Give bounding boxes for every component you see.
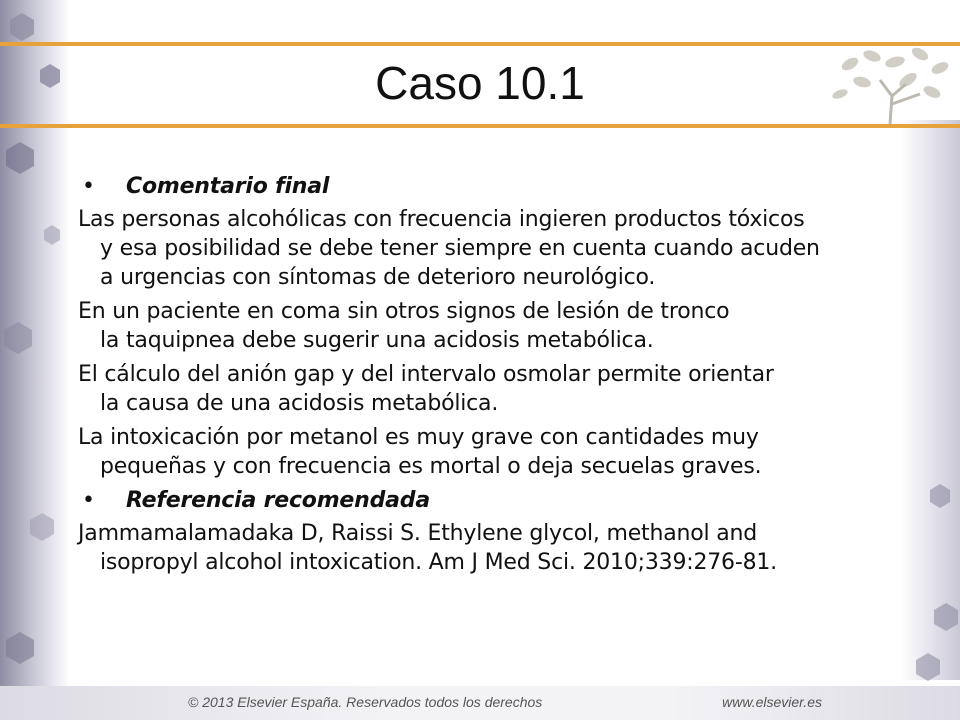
footer-website-link[interactable]: www.elsevier.es (722, 694, 822, 710)
slide-title: Caso 10.1 (375, 57, 585, 109)
title-bottom-rule (0, 124, 960, 128)
paragraph-line: y esa posibilidad se debe tener siempre en cuenta cuando acuden (100, 236, 820, 261)
paragraph-line: La intoxicación por metanol es muy grave con cantidades muy (78, 425, 759, 450)
section-heading-comentario (78, 172, 918, 201)
section-heading-text: Referencia recomendada (126, 488, 430, 513)
paragraph-line: Las personas alcohólicas con frecuencia ingieren productos tóxicos (78, 207, 805, 232)
reference-paragraph (78, 519, 918, 577)
paragraph (78, 297, 918, 355)
paragraph-line: isopropyl alcohol intoxication. Am J Med Sci. 2010;339:276-81. (100, 550, 777, 575)
paragraph-line: El cálculo del anión gap y del intervalo osmolar permite orientar (78, 362, 774, 387)
paragraph-line: la causa de una acidosis metabólica. (100, 391, 499, 416)
paragraph-line: a urgencias con síntomas de deterioro neurológico. (100, 265, 656, 290)
footer-bar (0, 686, 960, 720)
bullet-marker: • (82, 488, 95, 513)
paragraph (78, 360, 918, 418)
bullet-marker: • (82, 174, 95, 199)
paragraph (78, 205, 918, 292)
paragraph-line: la taquipnea debe sugerir una acidosis metabólica. (100, 328, 654, 353)
paragraph (78, 423, 918, 481)
section-heading-text: Comentario final (126, 174, 330, 199)
slide-body (78, 172, 918, 582)
paragraph-line: pequeñas y con frecuencia es mortal o deja secuelas graves. (100, 454, 762, 479)
section-heading-referencia (78, 486, 918, 515)
paragraph-line: Jammamalamadaka D, Raissi S. Ethylene glycol, methanol and (78, 521, 757, 546)
paragraph-line: En un paciente en coma sin otros signos de lesión de tronco (78, 299, 730, 324)
footer-copyright: © 2013 Elsevier España. Reservados todos los derechos (188, 694, 543, 710)
